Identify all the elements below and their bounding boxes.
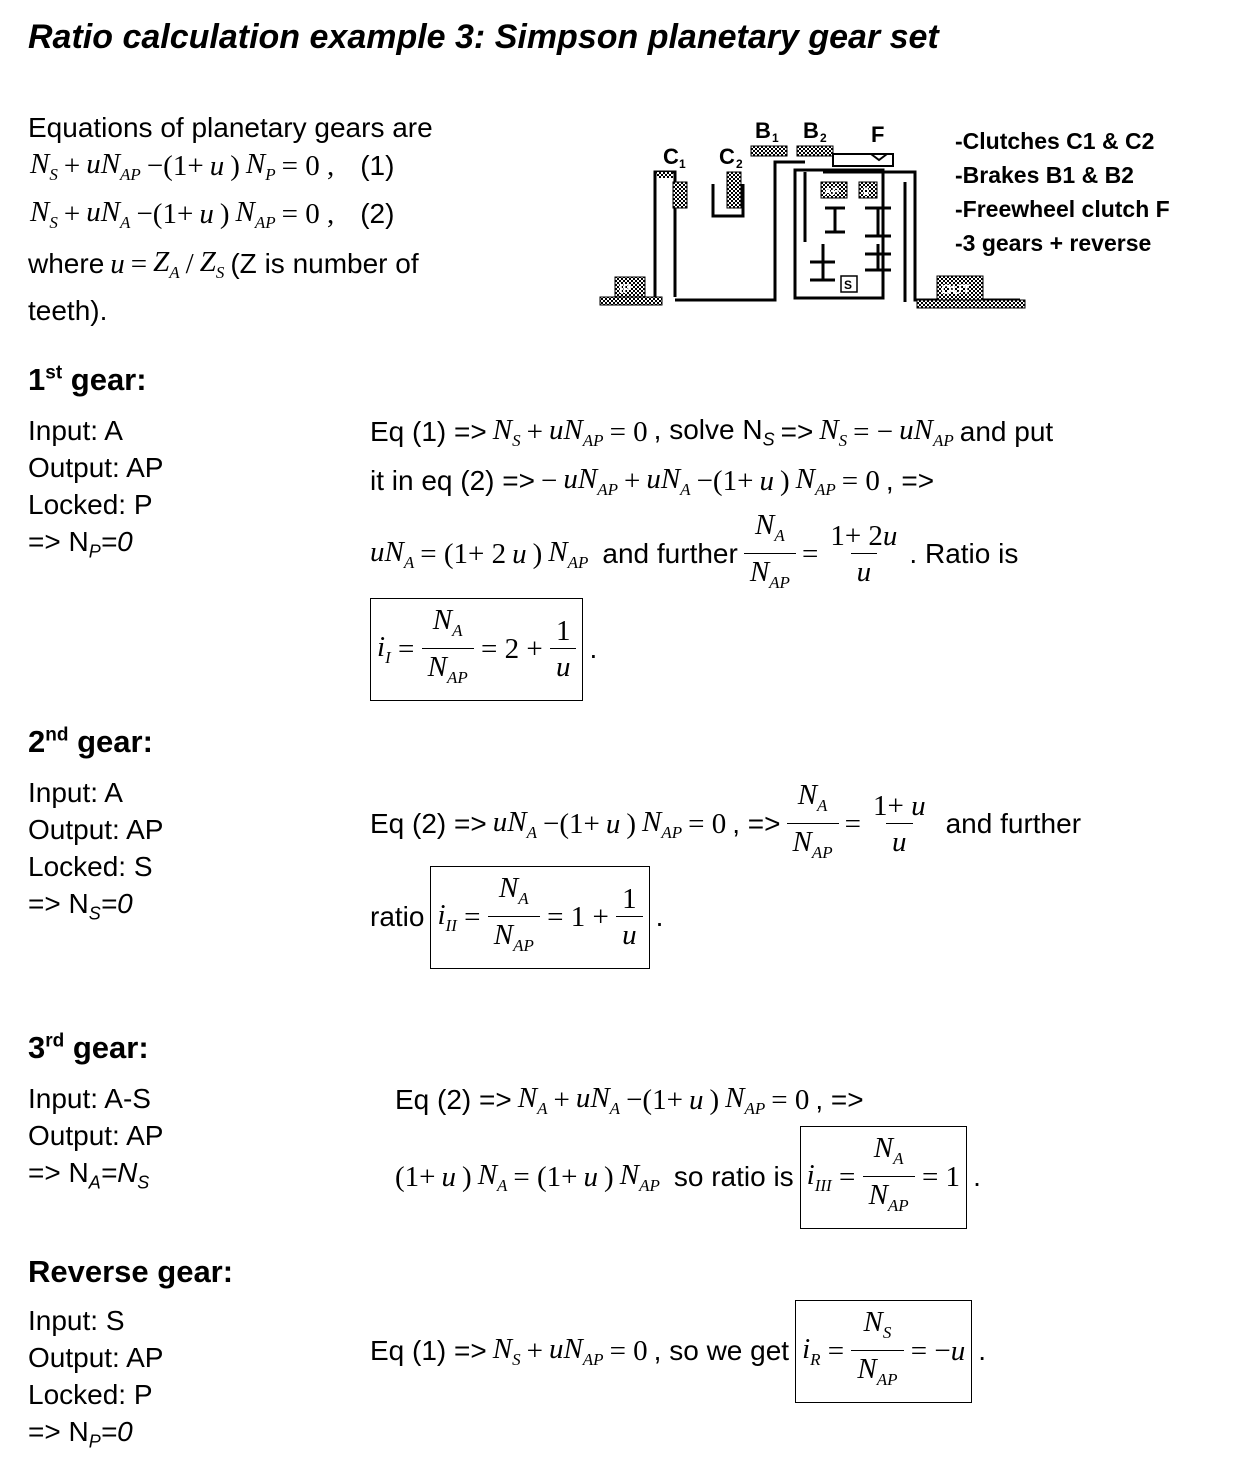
equation-1-number: (1) (360, 150, 395, 182)
b2-label: B (803, 118, 819, 143)
gear3-line1: Eq (2) => $N_A$ + $uN_A$ −(1+ u ) $N_{AP}$ = 0 , => (395, 1082, 864, 1118)
gear2-ratio: ratio $i_{II}$ = $\frac{N_A}{N_{AP}}$ = 1 + $\frac{1}{u}$ . (370, 866, 669, 969)
svg-text:2: 2 (820, 131, 827, 145)
diagram-legend (955, 124, 1170, 260)
intro-line: Equations of planetary gears are (28, 112, 433, 143)
gear3-conditions: Input: A-S Output: AP => $N_A=N_S$ (28, 1083, 164, 1193)
gear1-line2: it in eq (2) => − $uN_{AP}$ + $uN_A$ −(1+ u ) $N_{AP}$ = 0 , => (370, 463, 935, 499)
legend-item: -Freewheel clutch F (955, 196, 1170, 222)
gear1-line3: $uN_A$ = (1+ 2 u ) $N_{AP}$ and further $\frac{N_A}{N_{AP}}$ = $\frac{1+ 2u}{u}$ . Ratio is (370, 508, 1024, 601)
gear1-ratio: $i_I$ = $\frac{N_A}{N_{AP}}$ = 2 + $\frac{1}{u}$ . (370, 598, 603, 701)
s-label: S (844, 278, 853, 292)
where-rest: (Z is number of (230, 248, 419, 280)
reverse-conditions: Input: S Output: AP Locked: P => $N_P=0$ (28, 1305, 164, 1452)
gear3-line2: (1+ u ) $N_A$ = (1+ u ) $N_{AP}$ so ratio is $i_{III}$ = $\frac{N_A}{N_{AP}}$ = 1 . (395, 1126, 987, 1229)
b1-label: B (755, 118, 771, 143)
legend-item: -Clutches C1 & C2 (955, 128, 1155, 154)
svg-text:2: 2 (736, 157, 743, 171)
where-line: where u = $Z_A$ / $Z_S$ (Z is number of (28, 246, 419, 282)
gear3-heading: 3rd gear: (28, 1030, 149, 1065)
ip-label: IP (619, 281, 632, 296)
svg-text:AP: AP (824, 186, 840, 198)
zero-label: 0 (863, 186, 870, 198)
where-label: where (28, 248, 105, 280)
gear2-conditions: Input: A Output: AP Locked: S => $N_S=0$ (28, 777, 164, 924)
legend-item: -3 gears + reverse (955, 230, 1152, 256)
equation-2: $N_S$ + $uN_A$ −(1+ u ) $N_{AP}$ = 0 , (2) (30, 196, 395, 232)
c1-label: C (663, 144, 679, 169)
gear2-line1: Eq (2) => $uN_A$ −(1+ u ) $N_{AP}$ = 0 , => $\frac{N_A}{N_{AP}}$ = $\frac{1+ u}{u}$ and further (370, 778, 1087, 871)
page-title: Ratio calculation example 3: Simpson planetary gear set (28, 18, 939, 56)
f-label: F (871, 122, 885, 147)
gear1-line1: Eq (1) => $N_S$ + $uN_{AP}$ = 0 , solve $N_S$ => $N_S$ = − $uN_{AP}$ and put (370, 414, 1054, 450)
svg-text:1: 1 (772, 131, 779, 145)
gear2-heading: 2nd gear: (28, 724, 153, 759)
gear1-heading: 1st gear: (28, 362, 147, 397)
equation-1: $N_S$ + $uN_{AP}$ −(1+ u ) $N_P$ = 0 , (1) (30, 148, 395, 184)
gear1-conditions: Input: A Output: AP Locked: P => $N_P=0$ (28, 415, 164, 562)
out-label: OUT (941, 281, 971, 297)
equation-2-number: (2) (360, 198, 395, 230)
reverse-line1: Eq (1) => $N_S$ + $uN_{AP}$ = 0 , so we get $i_R$ = $\frac{N_S}{N_{AP}}$ = − u . (370, 1300, 992, 1403)
legend-item: -Brakes B1 & B2 (955, 162, 1134, 188)
svg-text:1: 1 (679, 157, 686, 171)
reverse-heading: Reverse gear: (28, 1254, 234, 1289)
c2-label: C (719, 144, 735, 169)
teeth-line: teeth). (28, 295, 108, 326)
